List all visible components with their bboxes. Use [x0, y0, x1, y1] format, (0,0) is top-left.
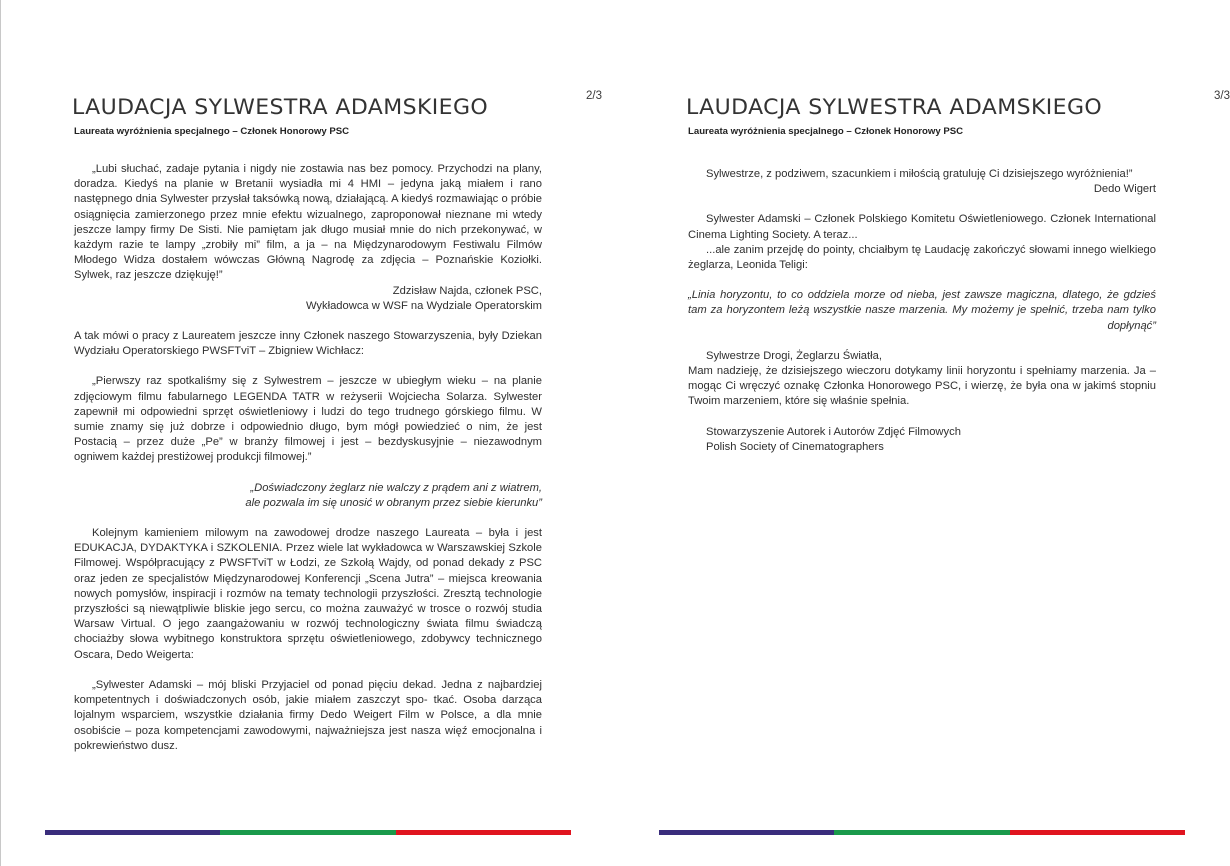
bar-segment-green — [220, 830, 395, 835]
page-number: 3/3 — [1214, 90, 1230, 102]
bio-paragraph-2: ...ale zanim przejdę do pointy, chciałbym tę Laudację zakończyć słowami innego wielkiego żeglarza, Leonida Teligi: — [688, 243, 1156, 272]
closing-paragraph: Mam nadzieję, że dzisiejszego wieczoru dotykamy linii horyzontu i spełniamy marzenia. Ja – mogąc Ci wręczyć oznakę Członka Honorowego PSC, i wierzę, że była ona w jakimś stopniu Twoim marzeniem, które się właśnie spełnia. — [688, 365, 1156, 408]
bar-segment-red — [1010, 830, 1185, 835]
quote-wichlacz: „Pierwszy raz spotkaliśmy się z Sylwestrem – jeszcze w ubiegłym wieku – na planie zdjęciowym filmu fabularnego LEGENDA TATR w reżyserii Wojciecha Solarza. Sylwester zapewnił mi odpowiedni sprzęt oświetleniowy i ludzi do tego trudnego górskiego filmu. W sumie znamy się już dobrze i odpowiednio długo, bym mógł powiedzieć o nim, że jest Postacią – przez duże „Pe” w branży filmowej i jest – bezdyskusyjnie – niezawodnym ogniwem każdej prestiżowej produkcji filmowej.” — [74, 375, 542, 464]
paragraph-education: Kolejnym kamieniem milowym na zawodowej drodze naszego Laureata – była i jest EDUKACJA, DYDAKTYKA i SZKOLENIA. Przez wiele lat wykładowca w Warszawskiej Szkole Filmowej. Współpracujący z PWSFTviT w Łodzi, ze Szkołą Wajdy, od ponad dekady z PSC oraz jeden ze specjalistów Międzynarodowej Konferencji „Scena Jutra” – miejsca kreowania nowych pomysłów, inspiracji i rozmów na tematy technologii przyszłości. Zresztą technologie przyszłości są niewątpliwie bliskie jego sercu, co można zauważyć w trosce o rozwój studia Warsaw Virtual. O jego zaangażowaniu w rozwój technologiczny świata filmu świadczą chociażby słowa wybitnego konstruktora sprzętu oświetleniowego, zdobywcy technicznego Oscara, Dedo Weigerta: — [74, 527, 542, 661]
bar-segment-navy — [45, 830, 220, 835]
signature-najda-2: Wykładowca w WSF na Wydziale Operatorskim — [305, 299, 542, 312]
tricolor-bar — [659, 830, 1185, 835]
organization-polish: Stowarzyszenie Autorek i Autorów Zdjęć Filmowych — [706, 425, 961, 438]
quote-weigert: „Sylwester Adamski – mój bliski Przyjaciel od ponad pięciu dekad. Jedna z najbardziej kompetentnych i doświadczonych osób, jakie miałem zaszczyt spo- tkać. Osoba darząca lojalnym wsparciem, wszystkie działania firmy Dedo Weigert Film w Polsce, a dla mnie osobiście – poza kompetencjami zawodowymi, najważniejsza jest nasza więź emocjonalna i pokrewieństwo dusz. — [74, 678, 542, 752]
motto-teliga: „Linia horyzontu, to co oddziela morze od nieba, jest zawsze magiczna, dlatego, że gdzieś tam za horyzontem leżą wszystkie nasze marzenia. My możemy je spełnić, trzeba nam tylko dopłynąć” — [688, 289, 1156, 332]
page-body — [688, 167, 1156, 455]
quote-weigert-end: Sylwestrze, z podziwem, szacunkiem i miłością gratuluję Ci dzisiejszego wyróżnienia!” — [706, 168, 1133, 180]
intro-wichlacz: A tak mówi o pracy z Laureatem jeszcze inny Członek naszego Stowarzyszenia, były Dziekan Wydziału Operatorskiego PWSFTviT – Zbigniew Wichłacz: — [74, 330, 542, 358]
bar-segment-green — [834, 830, 1009, 835]
page-title: LAUDACJA SYLWESTRA ADAMSKIEGO — [72, 95, 489, 120]
motto-line-2: ale pozwala im się unosić w obranym przez siebie kierunku” — [245, 496, 542, 509]
bar-segment-navy — [659, 830, 834, 835]
bar-segment-red — [396, 830, 571, 835]
quote-najda: „Lubi słuchać, zadaje pytania i nigdy nie zostawia nas bez pomocy. Przychodzi na plany, doradza. Kiedyś na planie w Bretanii wysiadła mi 4 HMI – jedyna jaką miałem i rano następnego dnia Sylwester przysłał taksówką nową, działającą. A kiedyś rozmawiając o próbie osiągnięcia zamierzonego przez mnie efektu wizualnego, zaproponował nieznane mi wtedy jeszcze lampy firmy De Sisti. Nie pamiętam jak długo musiał mnie do nich przekonywać, w każdym razie te lampy „zrobiły mi” film, a ja – na Międzynarodowym Festiwalu Filmów Młodego Widza dostałem wówczas Główną Nagrodę za zdjęcia – Poznańskie Koziołki. Sylwek, raz jeszcze dziękuję!” — [74, 163, 542, 282]
bio-paragraph: Sylwester Adamski – Członek Polskiego Komitetu Oświetleniowego. Członek International Cinema Lighting Society. A teraz... — [688, 213, 1156, 241]
page-2 — [42, 0, 602, 866]
closing-greeting: Sylwestrze Drogi, Żeglarzu Światła, — [706, 349, 882, 362]
page-edge-line — [0, 0, 1, 866]
motto-line-1: „Doświadczony żeglarz nie walczy z prądem ani z wiatrem, — [250, 481, 542, 494]
tricolor-bar — [45, 830, 571, 835]
page-title: LAUDACJA SYLWESTRA ADAMSKIEGO — [686, 95, 1103, 120]
organization-english: Polish Society of Cinematographers — [706, 440, 884, 453]
page-3 — [656, 0, 1230, 866]
page-subtitle: Laureata wyróżnienia specjalnego – Członek Honorowy PSC — [74, 126, 350, 137]
signature-wigert: Dedo Wigert — [1093, 183, 1156, 196]
signature-najda-1: Zdzisław Najda, członek PSC, — [392, 284, 542, 297]
page-number: 2/3 — [586, 90, 602, 102]
page-subtitle: Laureata wyróżnienia specjalnego – Członek Honorowy PSC — [688, 126, 964, 137]
page-body — [74, 162, 542, 754]
